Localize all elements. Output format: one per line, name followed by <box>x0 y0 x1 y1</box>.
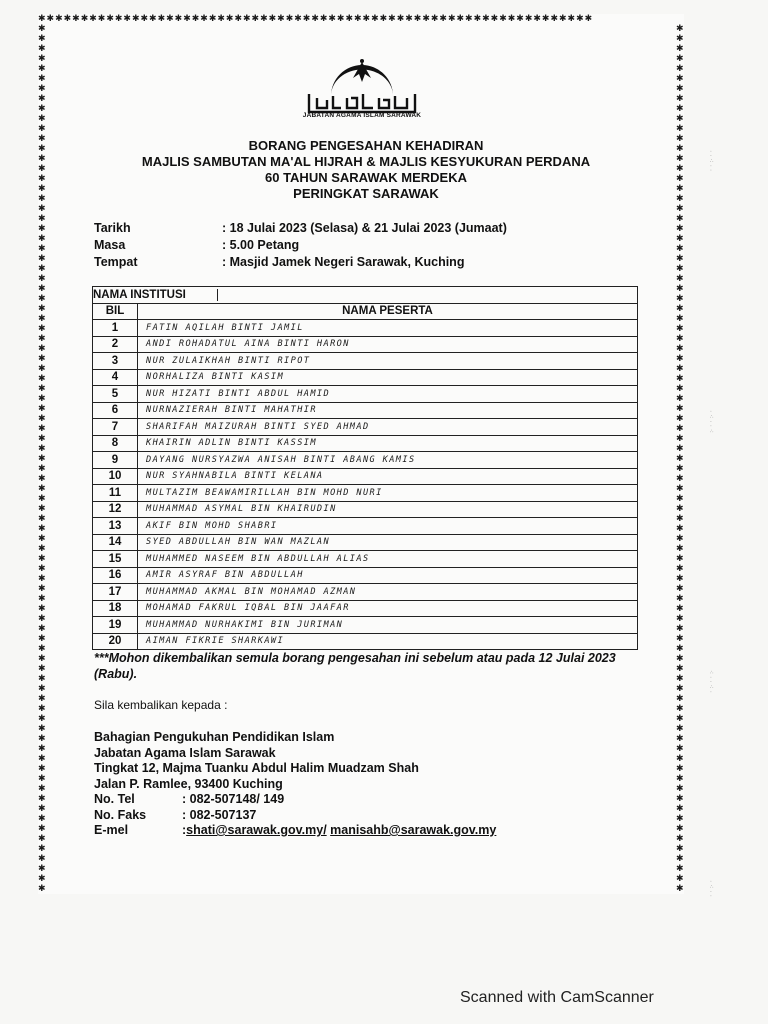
row-number: 6 <box>93 402 138 419</box>
table-row <box>93 468 638 485</box>
logo-caption: JABATAN AGAMA ISLAM SARAWAK <box>302 112 422 119</box>
row-number: 9 <box>93 452 138 469</box>
email-link-1[interactable]: shati@sarawak.gov.my/ <box>186 823 327 837</box>
title-line: MAJLIS SAMBUTAN MA'AL HIJRAH & MAJLIS KESYUKURAN PERDANA <box>141 154 591 169</box>
scan-margin-mark: · · ⁖ · · <box>707 150 714 172</box>
tel-row <box>94 792 654 808</box>
participant-name: MOHAMAD FAKRUL IQBAL BIN JAAFAR <box>138 600 638 617</box>
scan-margin-mark: ⁖ · · ⁖ · <box>707 670 714 693</box>
event-info <box>94 220 654 271</box>
tel-label: No. Tel <box>94 792 135 806</box>
table-row <box>93 386 638 403</box>
info-row-venue <box>94 254 654 271</box>
participant-name: MUHAMMAD NURHAKIMI BIN JURIMAN <box>138 617 638 634</box>
row-number: 4 <box>93 369 138 386</box>
info-label: Tempat <box>94 255 138 269</box>
participant-name: MUHAMMAD AKMAL BIN MOHAMAD AZMAN <box>138 584 638 601</box>
return-deadline-note <box>94 650 639 682</box>
title-line: 60 TAHUN SARAWAK MERDEKA <box>265 170 467 185</box>
participant-name: NORHALIZA BINTI KASIM <box>138 369 638 386</box>
table-row <box>93 518 638 535</box>
participant-name: AIMAN FIKRIE SHARKAWI <box>138 633 638 650</box>
address-line: Jabatan Agama Islam Sarawak <box>94 745 276 760</box>
table-row <box>93 501 638 518</box>
fax-row <box>94 808 654 824</box>
scan-margin-mark: · ⁖ · · ⁖ <box>707 410 714 433</box>
column-header-bil: BIL <box>93 303 138 320</box>
row-number: 19 <box>93 617 138 634</box>
row-number: 11 <box>93 485 138 502</box>
scanner-watermark: Scanned with CamScanner <box>460 989 654 1006</box>
return-instruction: Sila kembalikan kepada : <box>94 698 228 712</box>
table-row <box>93 617 638 634</box>
participant-name: NUR HIZATI BINTI ABDUL HAMID <box>138 386 638 403</box>
participant-rows <box>93 320 638 650</box>
row-number: 3 <box>93 353 138 370</box>
address-line: Bahagian Pengukuhan Pendidikan Islam <box>94 730 335 744</box>
participant-name: FATIN AQILAH BINTI JAMIL <box>138 320 638 337</box>
table-row <box>93 369 638 386</box>
row-number: 18 <box>93 600 138 617</box>
row-number: 1 <box>93 320 138 337</box>
address-line: Tingkat 12, Majma Tuanku Abdul Halim Muadzam Shah <box>94 761 419 775</box>
institution-label <box>93 287 638 304</box>
participant-name: SYED ABDULLAH BIN WAN MAZLAN <box>138 534 638 551</box>
row-number: 5 <box>93 386 138 403</box>
table-row <box>93 435 638 452</box>
table-row <box>93 534 638 551</box>
scan-margin-mark: · ⁖ · · <box>707 880 714 897</box>
table-row <box>93 567 638 584</box>
note-deadline: sebelum atau pada 12 Julai 2023 (Rabu). <box>94 651 616 681</box>
table-header-row <box>93 303 638 320</box>
institution-row <box>93 287 638 304</box>
title-line: PERINGKAT SARAWAK <box>293 186 439 201</box>
participant-name: SHARIFAH MAIZURAH BINTI SYED AHMAD <box>138 419 638 436</box>
participant-name: NURNAZIERAH BINTI MAHATHIR <box>138 402 638 419</box>
info-label: Masa <box>94 238 126 252</box>
row-number: 7 <box>93 419 138 436</box>
email-link-2[interactable]: manisahb@sarawak.gov.my <box>330 823 497 837</box>
participant-name: MUHAMMED NASEEM BIN ABDULLAH ALIAS <box>138 551 638 568</box>
fax-label: No. Faks <box>94 807 147 822</box>
table-row <box>93 336 638 353</box>
info-value: : Masjid Jamek Negeri Sarawak, Kuching <box>222 255 465 269</box>
table-row <box>93 600 638 617</box>
participant-name: MUHAMMAD ASYMAL BIN KHAIRUDIN <box>138 501 638 518</box>
address-line: Jalan P. Ramlee, 93400 Kuching <box>94 776 283 791</box>
participant-name: NUR ZULAIKHAH BINTI RIPOT <box>138 353 638 370</box>
participant-name: AMIR ASYRAF BIN ABDULLAH <box>138 567 638 584</box>
info-row-date <box>94 220 654 237</box>
row-number: 12 <box>93 501 138 518</box>
table-row <box>93 320 638 337</box>
row-number: 2 <box>93 336 138 353</box>
table-row <box>93 551 638 568</box>
table-row <box>93 452 638 469</box>
decorative-border-top: ✱✱✱✱✱✱✱✱✱✱✱✱✱✱✱✱✱✱✱✱✱✱✱✱✱✱✱✱✱✱✱✱✱✱✱✱✱✱✱✱✱✱✱✱✱✱✱✱✱✱✱✱✱✱✱✱✱✱✱✱✱✱✱✱✱ <box>38 14 594 24</box>
participant-name: KHAIRIN ADLIN BINTI KASSIM <box>138 435 638 452</box>
decorative-border-left: ✱✱✱✱✱✱✱✱✱✱✱✱✱✱✱✱✱✱✱✱✱✱✱✱✱✱✱✱✱✱✱✱✱✱✱✱✱✱✱✱✱✱✱✱✱✱✱✱✱✱✱✱✱✱✱✱✱✱✱✱✱✱✱✱✱✱✱✱✱✱✱✱✱✱✱✱✱✱✱✱✱✱✱✱✱✱✱ <box>38 24 46 894</box>
participant-name: DAYANG NURSYAZWA ANISAH BINTI ABANG KAMIS <box>138 452 638 469</box>
participant-name: MULTAZIM BEAWAMIRILLAH BIN MOHD NURI <box>138 485 638 502</box>
return-address <box>94 730 654 839</box>
table-row <box>93 353 638 370</box>
row-number: 15 <box>93 551 138 568</box>
form-title <box>96 138 636 202</box>
fax-value: : 082-507137 <box>182 807 257 822</box>
tel-value: : 082-507148/ 149 <box>182 792 285 806</box>
info-value: : 18 Julai 2023 (Selasa) & 21 Julai 2023 (Jumaat) <box>222 221 507 235</box>
participant-name: NUR SYAHNABILA BINTI KELANA <box>138 468 638 485</box>
row-number: 17 <box>93 584 138 601</box>
table-row <box>93 584 638 601</box>
info-value: : 5.00 Petang <box>222 238 300 252</box>
table-row <box>93 419 638 436</box>
info-row-time <box>94 237 654 254</box>
table-row <box>93 485 638 502</box>
email-row <box>94 823 654 839</box>
title-line: BORANG PENGESAHAN KEHADIRAN <box>248 138 484 153</box>
info-label: Tarikh <box>94 221 131 235</box>
decorative-border-right: ✱✱✱✱✱✱✱✱✱✱✱✱✱✱✱✱✱✱✱✱✱✱✱✱✱✱✱✱✱✱✱✱✱✱✱✱✱✱✱✱✱✱✱✱✱✱✱✱✱✱✱✱✱✱✱✱✱✱✱✱✱✱✱✱✱✱✱✱✱✱✱✱✱✱✱✱✱✱✱✱✱✱✱✱✱✱✱ <box>676 24 684 894</box>
table-row <box>93 402 638 419</box>
institution-label-text: NAMA INSTITUSI <box>93 289 218 301</box>
row-number: 20 <box>93 633 138 650</box>
row-number: 14 <box>93 534 138 551</box>
row-number: 13 <box>93 518 138 535</box>
participant-table <box>92 286 638 650</box>
participant-name: AKIF BIN MOHD SHABRI <box>138 518 638 535</box>
email-label: E-mel <box>94 823 129 837</box>
table-row <box>93 633 638 650</box>
note-text: ***Mohon dikembalikan semula borang pengesahan ini <box>94 651 423 665</box>
participant-name: ANDI ROHADATUL AINA BINTI HARON <box>138 336 638 353</box>
column-header-name: NAMA PESERTA <box>138 303 638 320</box>
row-number: 16 <box>93 567 138 584</box>
email-prefix: : <box>182 823 187 837</box>
row-number: 8 <box>93 435 138 452</box>
row-number: 10 <box>93 468 138 485</box>
